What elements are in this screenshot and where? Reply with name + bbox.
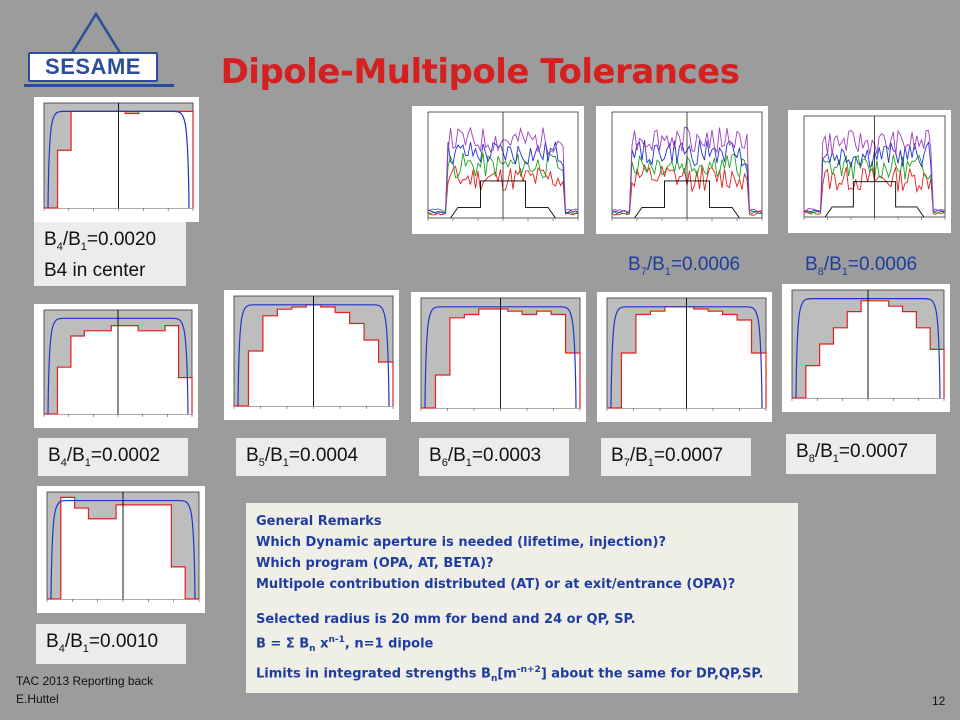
general-remarks-box <box>246 503 798 693</box>
tracking-plot-1 <box>412 106 584 234</box>
page-number: 12 <box>932 694 946 708</box>
logo-text: SESAME <box>28 52 158 82</box>
remarks-line: Which Dynamic aperture is needed (lifetime, injection)? <box>256 535 667 550</box>
label-b7: $B_7/B_1=0.0007$ <box>601 438 751 476</box>
tracking-plot-3 <box>788 110 951 233</box>
label-top-b7: $B_7/B_1=0.0006$ <box>628 254 741 278</box>
label-b6: $B_6/B_1=0.0003$ <box>419 438 569 476</box>
page-title: Dipole-Multipole Tolerances <box>220 52 740 92</box>
remarks-line: Selected radius is 20 mm for bend and 24 or QP, SP. <box>256 612 636 627</box>
aperture-plot-b4-center <box>34 97 199 222</box>
label-b4-low: $B_4/B_1=0.0002$ <box>38 438 188 476</box>
tracking-plot-2 <box>596 106 768 234</box>
remarks-formula: B = Σ $B_n$ $x^{n-1}$, n=1 dipole <box>256 635 434 654</box>
aperture-plot-b6 <box>411 292 586 422</box>
label-b4-mid: $B_4/B_1=0.0010$ <box>36 624 186 664</box>
aperture-plot-b8 <box>782 284 950 412</box>
aperture-plot-b4-low <box>34 304 198 428</box>
label-b4-center: $B_4/B_1=0.0020$ B4 in center <box>34 222 186 286</box>
label-b8: $B_8/B_1=0.0007$ <box>786 434 936 474</box>
aperture-plot-b4-mid <box>37 486 205 613</box>
remarks-heading: General Remarks <box>256 514 382 529</box>
remarks-line: Which program (OPA, AT, BETA)? <box>256 556 494 571</box>
label-top-b8: $B_8/B_1=0.0006$ <box>805 254 918 278</box>
aperture-plot-b5 <box>224 290 399 420</box>
footer: TAC 2013 Reporting back E.Huttel <box>16 674 154 706</box>
remarks-limits: Limits in integrated strengths $B_n[m^{-n+2}]$ about the same for DP,QP,SP. <box>256 664 764 684</box>
aperture-plot-b7 <box>597 292 772 422</box>
remarks-line: Multipole contribution distributed (AT) or at exit/entrance (OPA)? <box>256 577 736 592</box>
label-b5: $B_5/B_1=0.0004$ <box>236 438 386 476</box>
